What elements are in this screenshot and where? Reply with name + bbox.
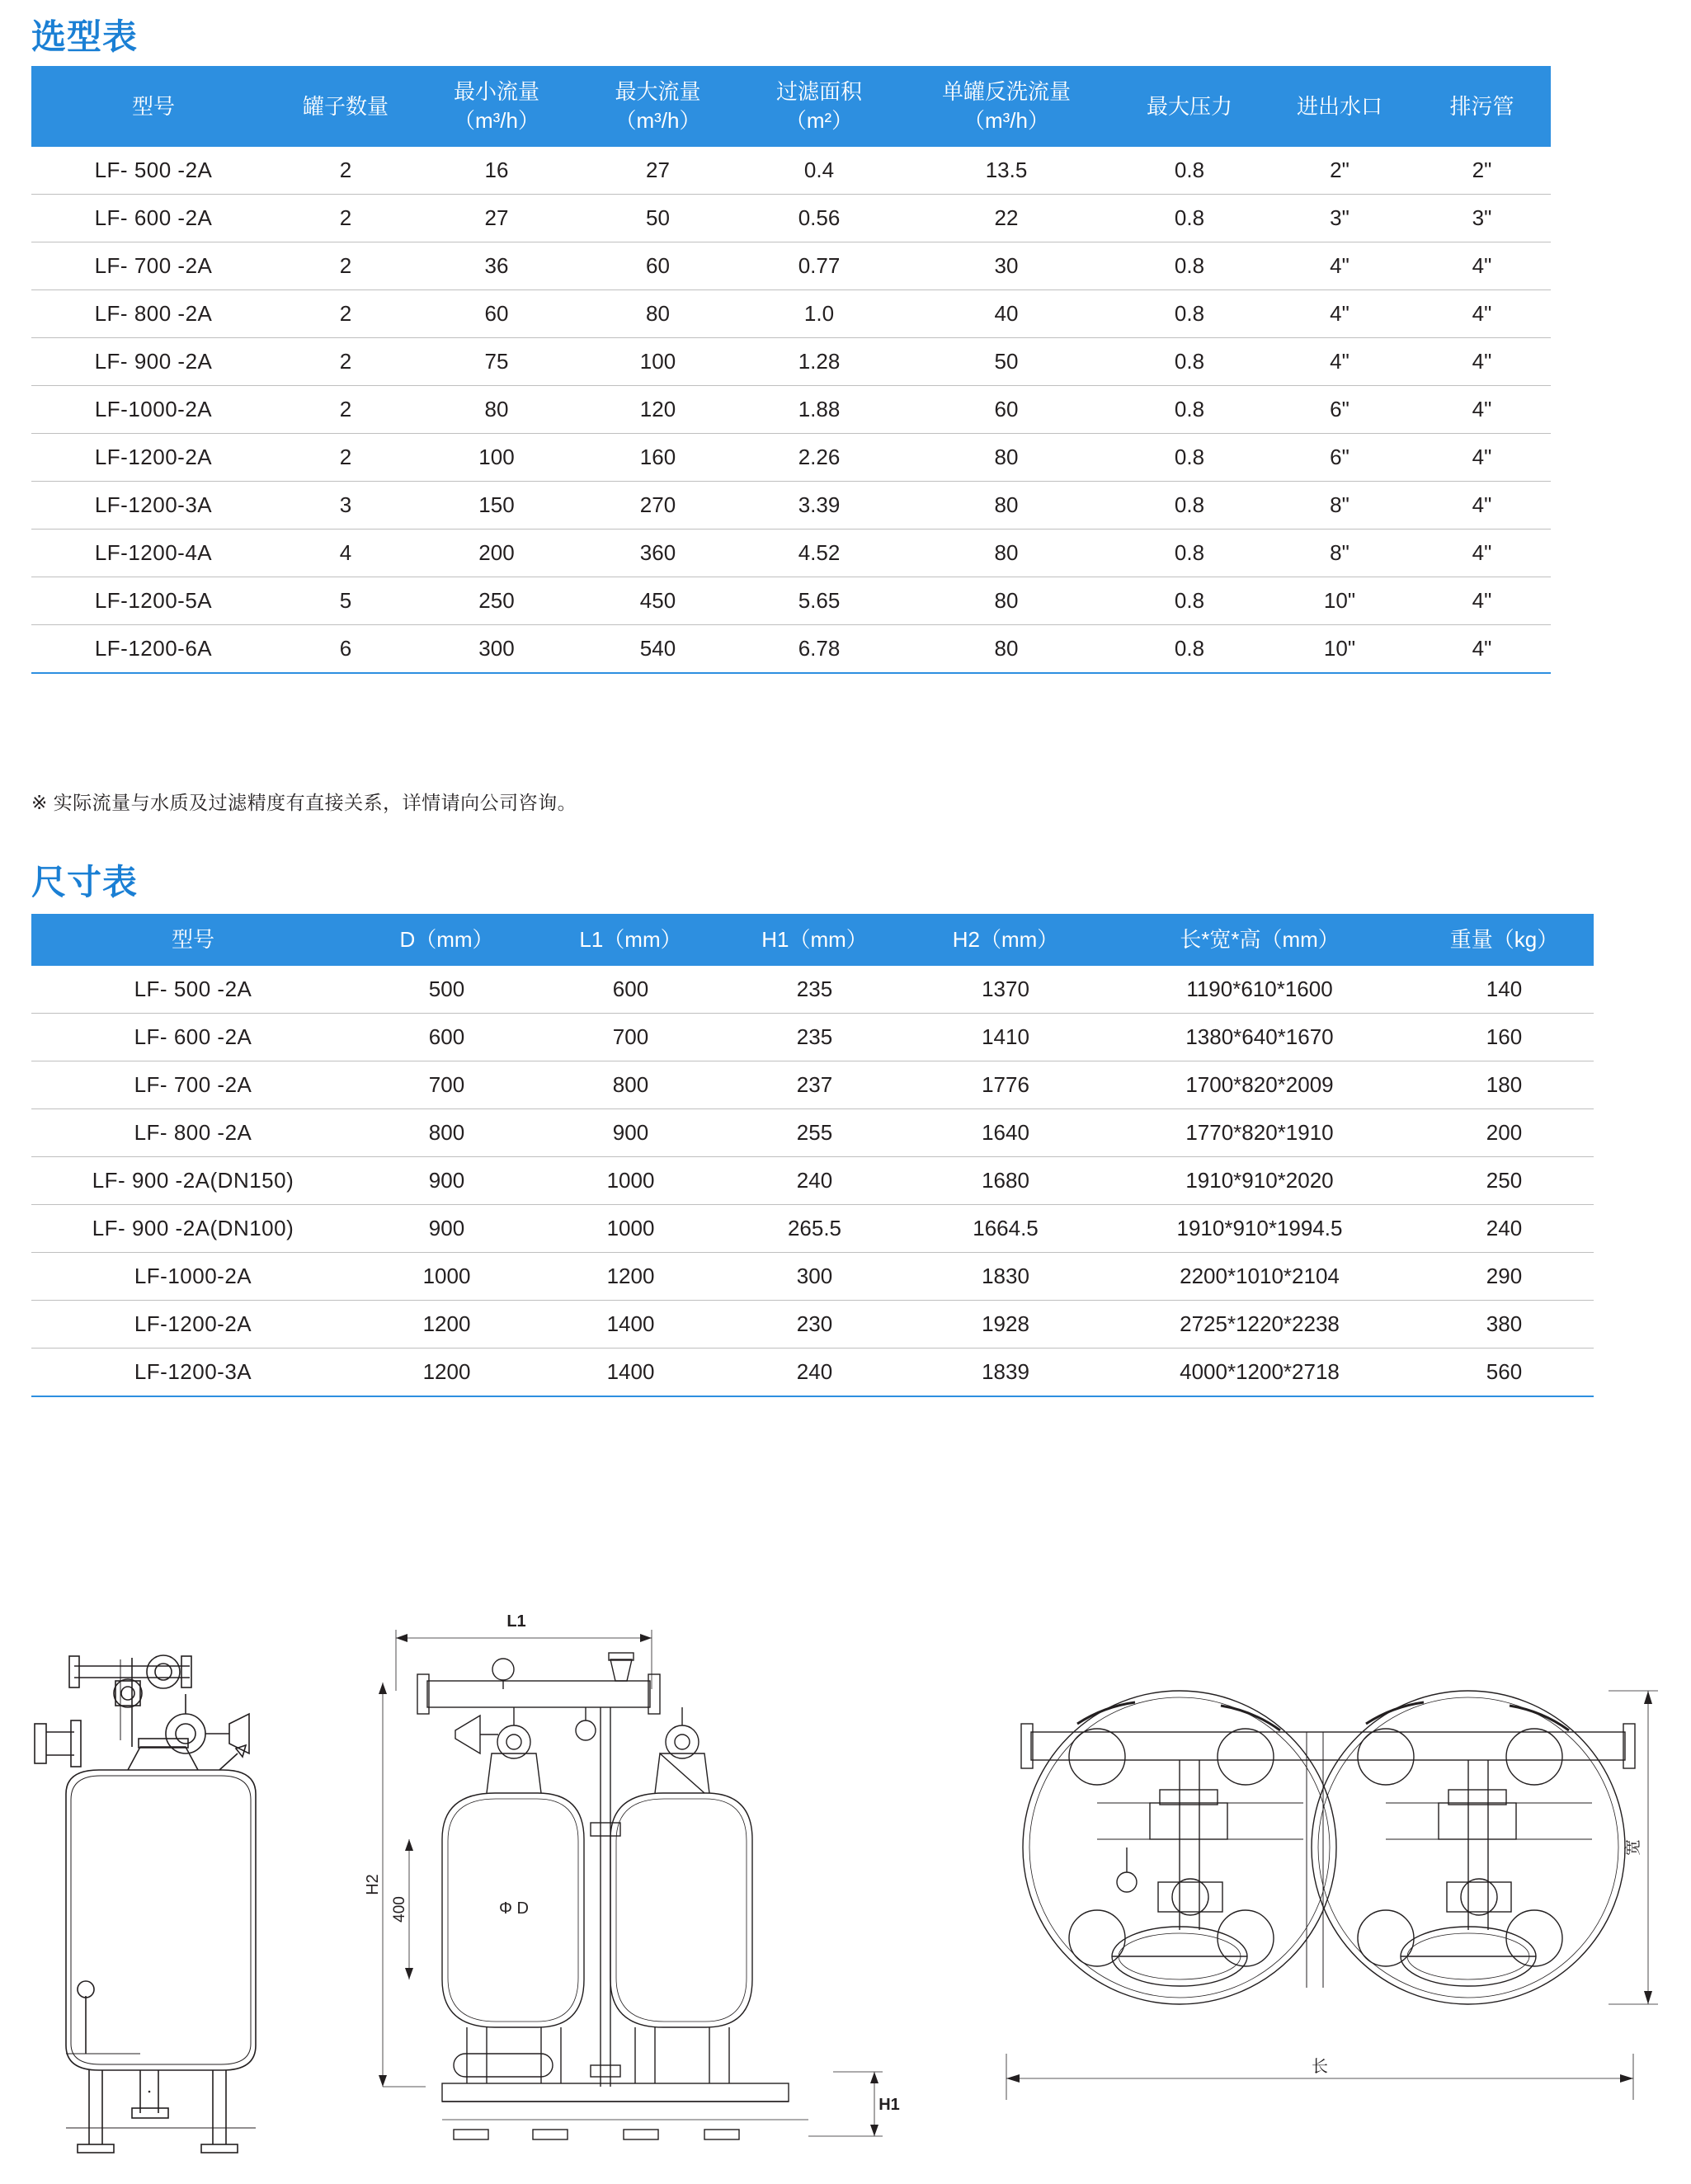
cell-value: 3 <box>276 482 416 530</box>
top-view-svg <box>973 1641 1666 2136</box>
selection-table <box>31 66 1551 674</box>
table-row <box>31 338 1551 386</box>
col-header-weight: 重量（kg） <box>1415 914 1594 966</box>
cell-model: LF-1200-6A <box>31 625 276 674</box>
selection-table-wrapper <box>31 66 1594 674</box>
cell-model: LF- 600 -2A <box>31 1014 355 1061</box>
selection-table-body <box>31 147 1551 673</box>
cell-value: 800 <box>355 1109 539 1157</box>
cell-value: 1700*820*2009 <box>1105 1061 1415 1109</box>
cell-value: 1770*820*1910 <box>1105 1109 1415 1157</box>
drawing-top-view <box>973 1641 1666 2136</box>
col-header-line1: 进出水口 <box>1296 93 1382 119</box>
cell-value: 2.26 <box>738 434 900 482</box>
cell-value: 200 <box>416 530 577 577</box>
cell-value: 900 <box>539 1109 723 1157</box>
cell-value: 1.28 <box>738 338 900 386</box>
cell-model: LF- 600 -2A <box>31 195 276 242</box>
cell-value: 1000 <box>539 1205 723 1253</box>
cell-value: 300 <box>723 1253 907 1301</box>
cell-value: 0.8 <box>1113 195 1266 242</box>
cell-value: 0.8 <box>1113 147 1266 195</box>
cell-value: 235 <box>723 966 907 1014</box>
cell-value: 2 <box>276 386 416 434</box>
cell-model: LF-1000-2A <box>31 1253 355 1301</box>
cell-value: 200 <box>1415 1109 1594 1157</box>
cell-value: 4" <box>1413 434 1551 482</box>
cell-value: 4" <box>1266 242 1413 290</box>
cell-value: 140 <box>1415 966 1594 1014</box>
cell-value: 16 <box>416 147 577 195</box>
col-header-drain-pipe <box>1413 66 1551 147</box>
cell-value: 560 <box>1415 1349 1594 1397</box>
cell-value: 160 <box>1415 1014 1594 1061</box>
cell-value: 60 <box>577 242 738 290</box>
cell-value: 700 <box>539 1014 723 1061</box>
cell-value: 36 <box>416 242 577 290</box>
cell-value: 3.39 <box>738 482 900 530</box>
drawing-front-view <box>363 1592 907 2169</box>
cell-value: 0.8 <box>1113 434 1266 482</box>
cell-value: 900 <box>355 1205 539 1253</box>
table-row <box>31 1157 1594 1205</box>
cell-value: 13.5 <box>900 147 1113 195</box>
table-row <box>31 290 1551 338</box>
cell-value: 6 <box>276 625 416 674</box>
cell-value: 1200 <box>355 1301 539 1349</box>
cell-value: 240 <box>723 1157 907 1205</box>
label-width: 宽 <box>1624 1839 1642 1856</box>
cell-value: 6.78 <box>738 625 900 674</box>
cell-model: LF- 900 -2A(DN100) <box>31 1205 355 1253</box>
cell-value: 1400 <box>539 1349 723 1397</box>
cell-model: LF- 500 -2A <box>31 966 355 1014</box>
cell-value: 80 <box>900 482 1113 530</box>
cell-value: 4" <box>1413 577 1551 625</box>
col-header-line1: 最小流量 <box>453 79 539 104</box>
table-row <box>31 242 1551 290</box>
col-header-min-flow <box>416 66 577 147</box>
front-view-svg <box>363 1592 907 2169</box>
table-row <box>31 482 1551 530</box>
cell-model: LF-1200-5A <box>31 577 276 625</box>
cell-value: 240 <box>723 1349 907 1397</box>
technical-drawings <box>0 1592 1691 2169</box>
cell-value: 0.77 <box>738 242 900 290</box>
cell-value: 6" <box>1266 386 1413 434</box>
dimension-table-wrapper <box>31 914 1594 1397</box>
table-row <box>31 1061 1594 1109</box>
cell-value: 500 <box>355 966 539 1014</box>
cell-model: LF-1200-3A <box>31 1349 355 1397</box>
cell-model: LF-1200-2A <box>31 434 276 482</box>
col-header-lwh: 长*宽*高（mm） <box>1105 914 1415 966</box>
dimension-table-body <box>31 966 1594 1396</box>
cell-value: 4.52 <box>738 530 900 577</box>
table-header-row <box>31 66 1551 147</box>
label-h1: H1 <box>878 2096 900 2114</box>
cell-value: 8" <box>1266 530 1413 577</box>
side-view-svg <box>16 1608 363 2169</box>
cell-value: 1830 <box>907 1253 1105 1301</box>
cell-value: 255 <box>723 1109 907 1157</box>
table-row <box>31 577 1551 625</box>
col-header-model <box>31 66 276 147</box>
col-header-tank-count <box>276 66 416 147</box>
cell-value: 60 <box>900 386 1113 434</box>
cell-value: 1400 <box>539 1301 723 1349</box>
cell-value: 700 <box>355 1061 539 1109</box>
col-header-max-flow <box>577 66 738 147</box>
label-400: 400 <box>391 1896 408 1923</box>
cell-value: 40 <box>900 290 1113 338</box>
cell-value: 100 <box>416 434 577 482</box>
cell-value: 3" <box>1413 195 1551 242</box>
table-row <box>31 625 1551 674</box>
cell-model: LF-1000-2A <box>31 386 276 434</box>
cell-value: 80 <box>900 577 1113 625</box>
col-header-max-pressure <box>1113 66 1266 147</box>
cell-value: 1200 <box>355 1349 539 1397</box>
cell-value: 0.8 <box>1113 530 1266 577</box>
col-header-h1: H1（mm） <box>723 914 907 966</box>
table-row <box>31 1301 1594 1349</box>
col-header-line1: 排污管 <box>1449 93 1514 119</box>
cell-model: LF- 800 -2A <box>31 1109 355 1157</box>
cell-model: LF- 800 -2A <box>31 290 276 338</box>
cell-value: 22 <box>900 195 1113 242</box>
cell-value: 80 <box>577 290 738 338</box>
cell-value: 1000 <box>539 1157 723 1205</box>
cell-value: 450 <box>577 577 738 625</box>
cell-value: 800 <box>539 1061 723 1109</box>
cell-value: 1.88 <box>738 386 900 434</box>
cell-value: 0.8 <box>1113 577 1266 625</box>
cell-value: 2 <box>276 290 416 338</box>
label-l1: L1 <box>506 1612 526 1631</box>
cell-value: 900 <box>355 1157 539 1205</box>
cell-value: 75 <box>416 338 577 386</box>
cell-value: 2" <box>1266 147 1413 195</box>
cell-value: 27 <box>577 147 738 195</box>
cell-value: 4" <box>1413 530 1551 577</box>
cell-value: 1664.5 <box>907 1205 1105 1253</box>
cell-value: 5 <box>276 577 416 625</box>
cell-model: LF- 500 -2A <box>31 147 276 195</box>
cell-value: 2725*1220*2238 <box>1105 1301 1415 1349</box>
cell-value: 180 <box>1415 1061 1594 1109</box>
col-header-filter-area <box>738 66 900 147</box>
cell-value: 250 <box>1415 1157 1594 1205</box>
label-diameter: Φ D <box>499 1899 529 1918</box>
table-row <box>31 195 1551 242</box>
cell-value: 1839 <box>907 1349 1105 1397</box>
cell-value: 600 <box>539 966 723 1014</box>
cell-value: 240 <box>1415 1205 1594 1253</box>
cell-value: 80 <box>900 530 1113 577</box>
cell-value: 0.4 <box>738 147 900 195</box>
table-row <box>31 966 1594 1014</box>
col-header-l1: L1（mm） <box>539 914 723 966</box>
cell-value: 100 <box>577 338 738 386</box>
cell-value: 120 <box>577 386 738 434</box>
cell-value: 380 <box>1415 1301 1594 1349</box>
cell-value: 600 <box>355 1014 539 1061</box>
cell-value: 1910*910*1994.5 <box>1105 1205 1415 1253</box>
cell-value: 360 <box>577 530 738 577</box>
cell-value: 2 <box>276 147 416 195</box>
cell-value: 1190*610*1600 <box>1105 966 1415 1014</box>
col-header-d: D（mm） <box>355 914 539 966</box>
cell-value: 1000 <box>355 1253 539 1301</box>
table-row <box>31 1349 1594 1397</box>
table-row <box>31 1014 1594 1061</box>
cell-value: 4" <box>1413 482 1551 530</box>
cell-model: LF-1200-3A <box>31 482 276 530</box>
table-row <box>31 530 1551 577</box>
cell-value: 1928 <box>907 1301 1105 1349</box>
dimension-table <box>31 914 1594 1397</box>
col-header-model: 型号 <box>31 914 355 966</box>
table-row <box>31 1109 1594 1157</box>
page-title-dimension: 尺寸表 <box>31 863 139 901</box>
cell-value: 80 <box>900 434 1113 482</box>
cell-value: 235 <box>723 1014 907 1061</box>
cell-value: 0.8 <box>1113 338 1266 386</box>
cell-value: 60 <box>416 290 577 338</box>
cell-model: LF- 900 -2A <box>31 338 276 386</box>
cell-value: 0.8 <box>1113 625 1266 674</box>
col-header-line1: 过滤面积 <box>775 79 862 104</box>
cell-model: LF-1200-2A <box>31 1301 355 1349</box>
cell-value: 30 <box>900 242 1113 290</box>
cell-value: 5.65 <box>738 577 900 625</box>
cell-value: 4" <box>1413 290 1551 338</box>
cell-value: 1380*640*1670 <box>1105 1014 1415 1061</box>
col-header-backwash-flow <box>900 66 1113 147</box>
cell-value: 290 <box>1415 1253 1594 1301</box>
col-header-line2: （m³/h） <box>615 108 701 134</box>
cell-value: 27 <box>416 195 577 242</box>
col-header-water-port <box>1266 66 1413 147</box>
cell-value: 0.8 <box>1113 290 1266 338</box>
cell-value: 2 <box>276 195 416 242</box>
cell-value: 4000*1200*2718 <box>1105 1349 1415 1397</box>
cell-value: 4" <box>1413 338 1551 386</box>
col-header-line2: （m³/h） <box>963 108 1049 134</box>
cell-value: 4" <box>1413 625 1551 674</box>
label-length: 长 <box>1312 2058 1328 2076</box>
drawing-side-view <box>16 1608 363 2169</box>
cell-value: 2 <box>276 242 416 290</box>
table-row <box>31 1205 1594 1253</box>
col-header-line1: 最大流量 <box>615 79 701 104</box>
cell-value: 4 <box>276 530 416 577</box>
cell-value: 10" <box>1266 577 1413 625</box>
cell-value: 265.5 <box>723 1205 907 1253</box>
cell-value: 1.0 <box>738 290 900 338</box>
cell-value: 237 <box>723 1061 907 1109</box>
col-header-h2: H2（mm） <box>907 914 1105 966</box>
col-header-line2: （m²） <box>784 108 854 134</box>
cell-value: 10" <box>1266 625 1413 674</box>
cell-value: 540 <box>577 625 738 674</box>
cell-model: LF- 700 -2A <box>31 1061 355 1109</box>
cell-value: 1410 <box>907 1014 1105 1061</box>
cell-value: 50 <box>900 338 1113 386</box>
label-h2: H2 <box>364 1874 382 1895</box>
table-row <box>31 1253 1594 1301</box>
cell-value: 6" <box>1266 434 1413 482</box>
cell-value: 80 <box>416 386 577 434</box>
cell-value: 1776 <box>907 1061 1105 1109</box>
cell-model: LF- 900 -2A(DN150) <box>31 1157 355 1205</box>
cell-value: 4" <box>1266 290 1413 338</box>
cell-model: LF- 700 -2A <box>31 242 276 290</box>
cell-value: 50 <box>577 195 738 242</box>
cell-value: 1200 <box>539 1253 723 1301</box>
selection-note: ※ 实际流量与水质及过滤精度有直接关系，详情请向公司咨询。 <box>31 792 577 813</box>
cell-value: 4" <box>1266 338 1413 386</box>
cell-value: 0.8 <box>1113 482 1266 530</box>
col-header-line1: 最大压力 <box>1146 93 1232 119</box>
cell-value: 4" <box>1413 242 1551 290</box>
page-title-selection: 选型表 <box>31 17 139 56</box>
cell-value: 0.56 <box>738 195 900 242</box>
cell-value: 250 <box>416 577 577 625</box>
col-header-line1: 单罐反洗流量 <box>941 79 1071 104</box>
table-row <box>31 147 1551 195</box>
table-row <box>31 386 1551 434</box>
cell-model: LF-1200-4A <box>31 530 276 577</box>
cell-value: 1640 <box>907 1109 1105 1157</box>
cell-value: 8" <box>1266 482 1413 530</box>
cell-value: 270 <box>577 482 738 530</box>
table-header-row <box>31 914 1594 966</box>
col-header-line1: 罐子数量 <box>302 93 389 119</box>
cell-value: 3" <box>1266 195 1413 242</box>
cell-value: 230 <box>723 1301 907 1349</box>
cell-value: 160 <box>577 434 738 482</box>
cell-value: 2200*1010*2104 <box>1105 1253 1415 1301</box>
cell-value: 2" <box>1413 147 1551 195</box>
cell-value: 300 <box>416 625 577 674</box>
cell-value: 1680 <box>907 1157 1105 1205</box>
cell-value: 1370 <box>907 966 1105 1014</box>
cell-value: 150 <box>416 482 577 530</box>
cell-value: 2 <box>276 338 416 386</box>
cell-value: 0.8 <box>1113 242 1266 290</box>
cell-value: 1910*910*2020 <box>1105 1157 1415 1205</box>
col-header-line1: 型号 <box>131 93 175 119</box>
cell-value: 4" <box>1413 386 1551 434</box>
cell-value: 0.8 <box>1113 386 1266 434</box>
cell-value: 2 <box>276 434 416 482</box>
table-row <box>31 434 1551 482</box>
col-header-line2: （m³/h） <box>453 108 539 134</box>
cell-value: 80 <box>900 625 1113 674</box>
